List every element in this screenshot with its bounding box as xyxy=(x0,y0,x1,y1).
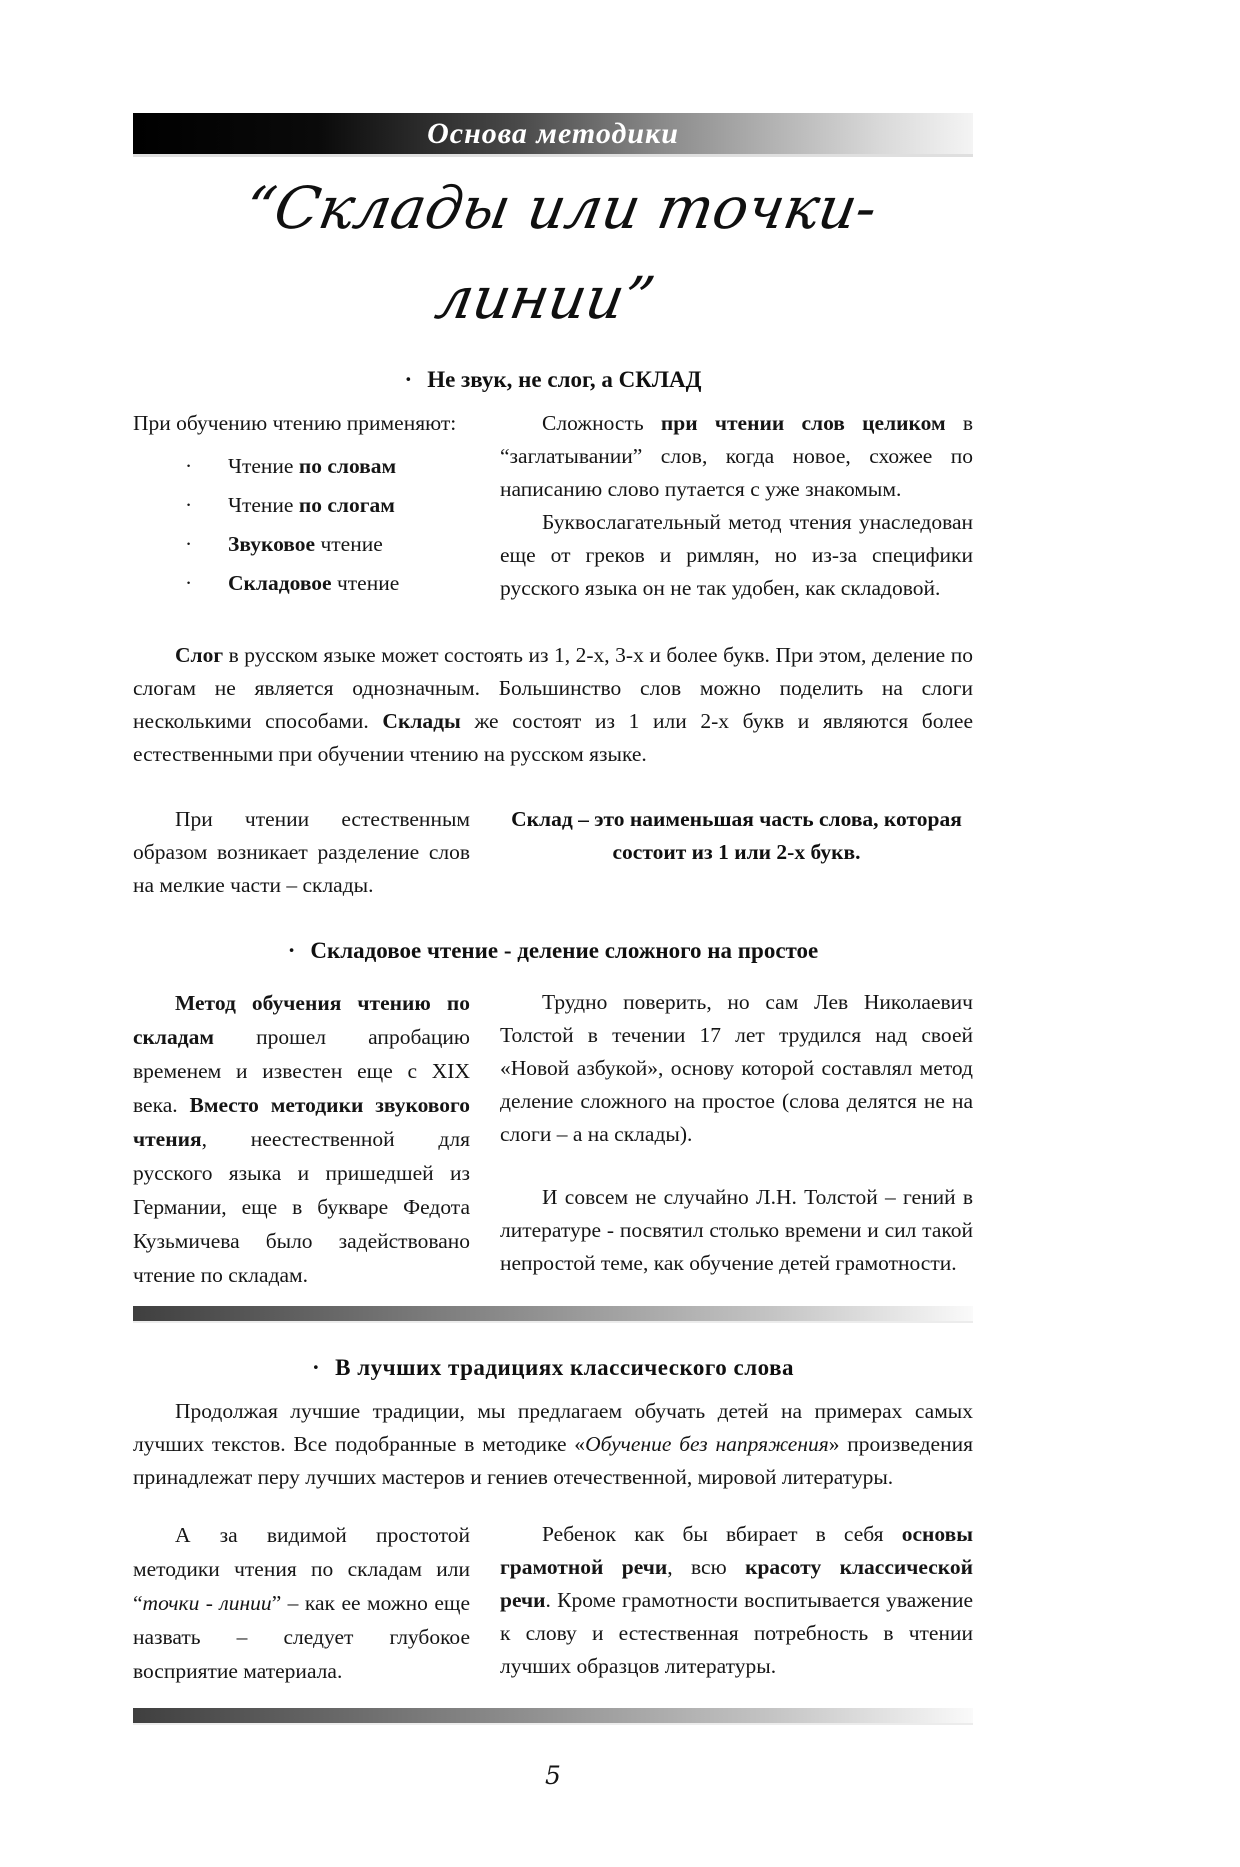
page-title xyxy=(133,163,973,343)
list-item xyxy=(185,449,470,483)
bullet-icon: · xyxy=(311,1355,321,1380)
list-item xyxy=(185,527,470,561)
paragraph-difficulty: Сложность при чтении слов целиком в “заглатывании” слов, когда новое, схожее по написанию слово путается с уже знакомым. xyxy=(500,411,973,501)
column-left xyxy=(133,407,470,600)
header-banner xyxy=(133,113,973,157)
list-item-label: Чтение по слогам xyxy=(228,493,395,517)
column-left xyxy=(133,1518,470,1688)
document-page xyxy=(0,113,1240,1867)
list-item xyxy=(185,566,470,600)
section-heading-traditions-text: В лучших традициях классического слова xyxy=(335,1355,795,1380)
list-item-label: Чтение по словам xyxy=(228,454,397,478)
section-heading-traditions xyxy=(133,1353,973,1383)
page-title-text: “Склады или точки-линии” xyxy=(239,174,883,332)
paragraph-traditions: Продолжая лучшие традиции, мы предлагаем обучать детей на примерах самых лучших текстов. Все подобранные в методике «Обучение без напряжения» произведения принадлежат перу лучших мастеров и гениев отечественной, мировой литературы. xyxy=(133,1399,973,1489)
bullet-icon: · xyxy=(404,367,413,392)
list-item xyxy=(185,488,470,522)
bullet-icon: · xyxy=(185,571,193,595)
paragraph-simplicity: А за видимой простотой методики чтения по складам или “точки - линии” – как ее можно еще назвать – следует глубокое восприятие материала. xyxy=(133,1523,471,1683)
section-divider xyxy=(133,1708,973,1725)
section-divider xyxy=(133,1306,973,1323)
paragraph-child: Ребенок как бы вбирает в себя основы грамотной речи, всю красоту классической речи. Кроме грамотности воспитывается уважение к слову и естественная потребность в чтении лучших образцов литературы. xyxy=(500,1522,973,1678)
bullet-icon: · xyxy=(287,938,296,963)
content-area xyxy=(133,113,973,1791)
bullet-icon: · xyxy=(185,454,193,478)
reading-methods-list xyxy=(133,449,470,600)
columns-sklady xyxy=(133,803,973,902)
section-heading-sklad xyxy=(133,365,973,395)
column-right xyxy=(500,803,973,869)
section-heading-delenie-text: Складовое чтение - деление сложного на простое xyxy=(310,938,819,963)
paragraph-method: Метод обучения чтению по складам прошел апробацию временем и известен еще с XIX века. Вместо методики звукового чтения, неестественной для русского языка и пришедшей из Германии, еще в букваре Федота Кузьмичева было задействовано чтение по складам. xyxy=(133,991,470,1287)
columns-delenie xyxy=(133,986,973,1292)
page-number: 5 xyxy=(545,1761,561,1790)
paragraph-tolstoy-2: И совсем не случайно Л.Н. Толстой – гений в литературе - посвятил столько времени и сил такой непростой теме, как обучение детей грамотности. xyxy=(500,1185,973,1275)
paragraph-letter-method: Буквослагательный метод чтения унаследован еще от греков и римлян, но из-за специфики русского языка он не так удобен, как складовой. xyxy=(500,510,973,600)
column-left xyxy=(133,986,470,1292)
list-item-label: Звуковое чтение xyxy=(228,532,383,556)
list-intro: При обучению чтению применяют: xyxy=(133,411,457,435)
bullet-icon: · xyxy=(185,532,193,556)
column-right xyxy=(500,1518,973,1683)
column-right xyxy=(500,407,973,605)
sklad-definition: Склад – это наименьшая часть слова, которая состоит из 1 или 2-х букв. xyxy=(511,807,962,864)
header-banner-title: Основа методики xyxy=(427,116,679,150)
paragraph-tolstoy: Трудно поверить, но сам Лев Николаевич Толстой в течении 17 лет трудился над своей «Новой азбукой», основу которой составлял метод деление сложного на простое (слова делятся не на слоги – а на склады). xyxy=(500,990,973,1146)
bullet-icon: · xyxy=(185,493,193,517)
paragraph-natural-reading: При чтении естественным образом возникает разделение слов на мелкие части – склады. xyxy=(133,807,470,897)
section-heading-delenie xyxy=(133,936,973,966)
section-heading-sklad-text: Не звук, не слог, а СКЛАД xyxy=(427,367,702,392)
paragraph-slog: Слог в русском языке может состоять из 1, 2-х, 3-х и более букв. При этом, деление по слогам не является однозначным. Большинство слов можно поделить на слоги несколькими способами. Склады же состоят из 1 или 2-х букв и являются более естественными при обучении чтению на русском языке. xyxy=(133,643,974,766)
column-left xyxy=(133,803,470,902)
list-item-label: Складовое чтение xyxy=(228,571,400,595)
columns-sklad xyxy=(133,407,973,605)
column-right xyxy=(500,986,973,1280)
columns-traditions xyxy=(133,1518,973,1688)
